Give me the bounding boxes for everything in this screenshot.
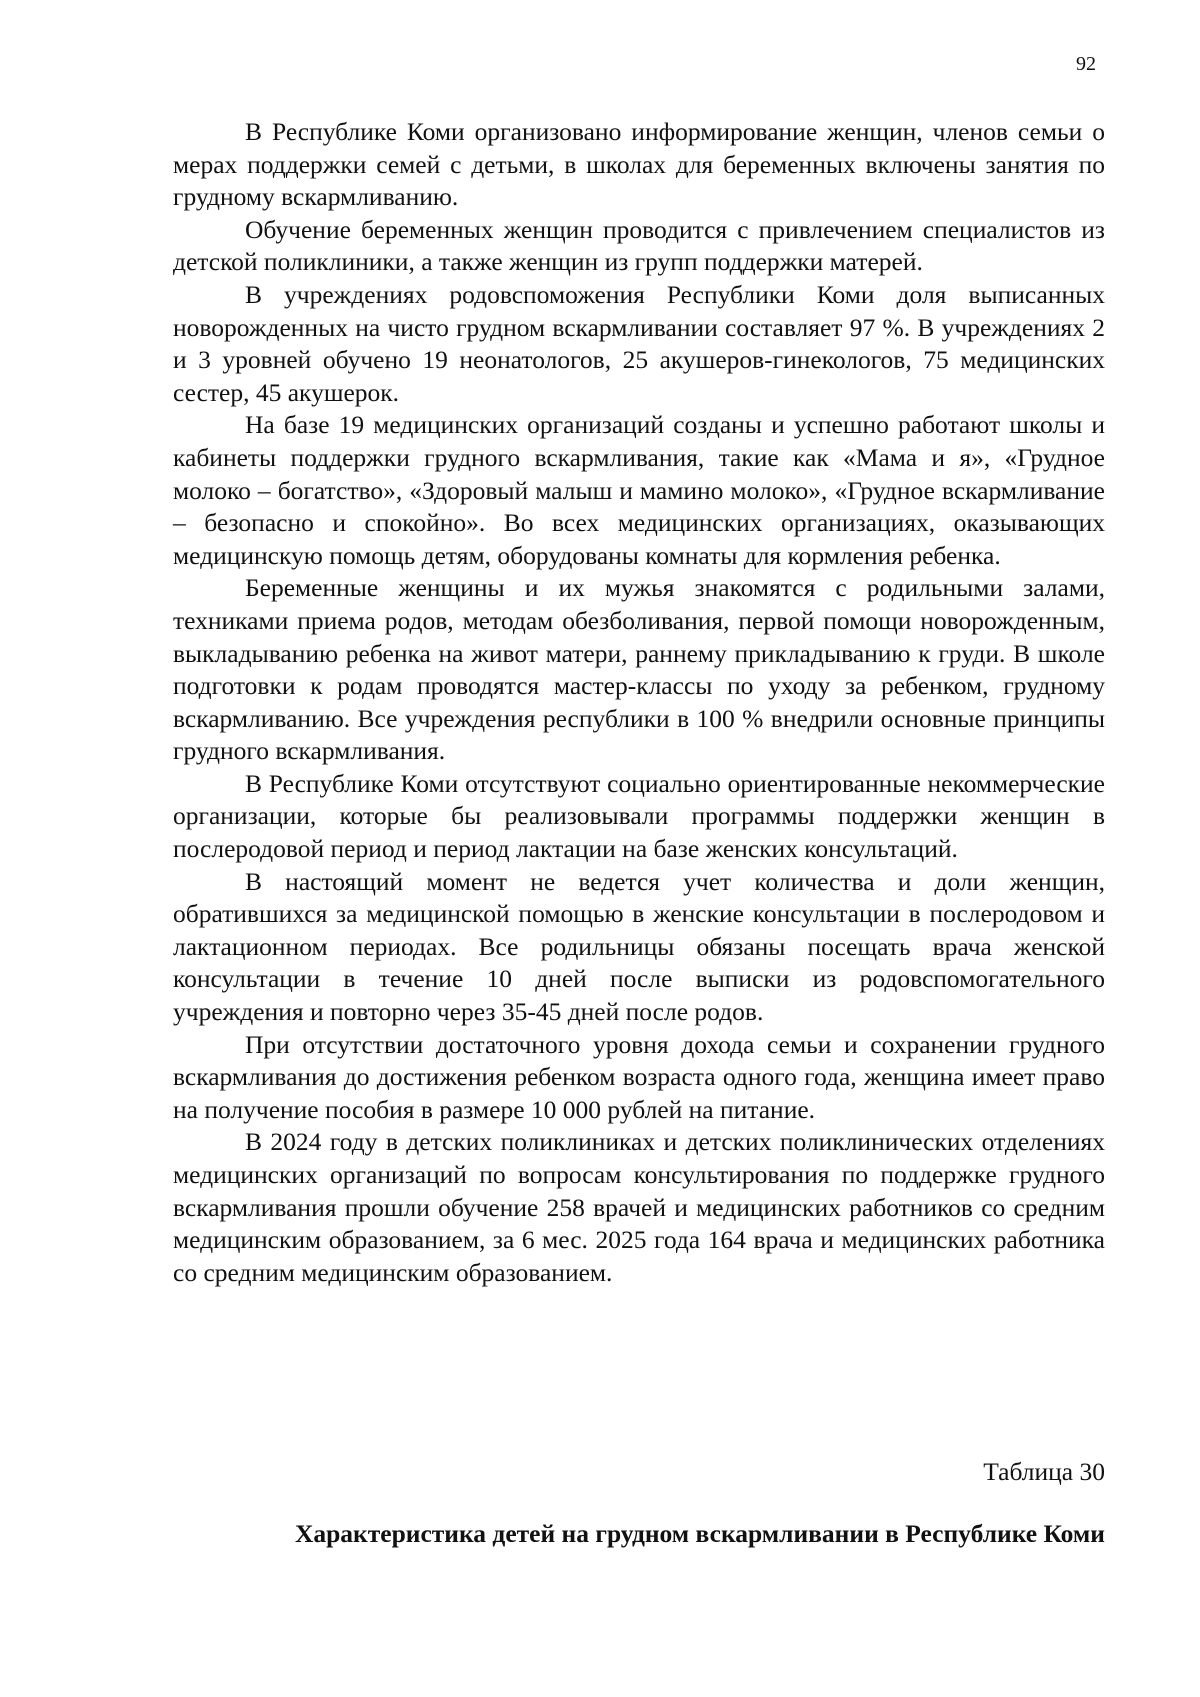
paragraph-nonprofit-organizations: В Республике Коми отсутствуют социально ориентированные некоммерческие организации, которые бы реализовывали программы поддержки женщин в послеродовой период и период лактации на базе женских консультаций. (173, 768, 1105, 864)
paragraph-maternity-institutions: В учреждениях родовспоможения Республики Коми доля выписанных новорожденных на чисто грудном вскармливании составляет 97 %. В учреждениях 2 и 3 уровней обучено 19 неонатологов, 25 акушеров-гинекологов, 75 медицинских сестер, 45 акушерок. (173, 279, 1105, 407)
paragraph-prenatal-classes: Беременные женщины и их мужья знакомятся с родильными залами, техниками приема родов, методам обезболивания, первой помощи новорожденным, выкладыванию ребенка на живот матери, раннему прикладыванию к груди. В школе подготовки к родам проводятся мастер-классы по уходу за ребенком, грудному вскармливанию. Все учреждения республики в 100 % внедрили основные принципы грудного вскармливания. (173, 573, 1105, 766)
paragraph-training-pregnant: Обучение беременных женщин проводится с привлечением специалистов из детской поликлиники, а также женщин из групп поддержки матерей. (173, 214, 1105, 277)
table-title: Характеристика детей на грудном вскармливании в Республике Коми (294, 1519, 1105, 1548)
paragraph-breastfeeding-schools: На базе 19 медицинских организаций созданы и успешно работают школы и кабинеты поддержки грудного вскармливания, такие как «Мама и я», «Грудное молоко – богатство», «Здоровый малыш и мамино молоко», «Грудное вскармливание – безопасно и спокойно». Во всех медицинских организациях, оказывающих медицинскую помощь детям, оборудованы комнаты для кормления ребенка. (173, 410, 1105, 570)
paragraph-postpartum-accounting: В настоящий момент не ведется учет количества и доли женщин, обратившихся за медицинской помощью в женские консультации в послеродовом и лактационном периодах. Все родильницы обязаны посещать врача женской консультации в течение 10 дней после выписки из родовспомогательного учреждения и повторно через 35-45 дней после родов. (173, 866, 1105, 1027)
page-number: 92 (1076, 53, 1096, 75)
table-caption: Таблица 30 (983, 1457, 1105, 1486)
paragraph-staff-training: В 2024 году в детских поликлиниках и детских поликлинических отделениях медицинских организаций по вопросам консультирования по поддержке грудного вскармливания прошли обучение 258 врачей и медицинских работников со средним медицинским образованием, за 6 мес. 2025 года 164 врача и медицинских работника со средним медицинским образованием. (173, 1127, 1105, 1287)
document-body (173, 116, 1105, 1289)
paragraph-nutrition-allowance: При отсутствии достаточного уровня дохода семьи и сохранении грудного вскармливания до достижения ребенком возраста одного года, женщина имеет право на получение пособия в размере 10 000 рублей на питание. (173, 1029, 1105, 1124)
paragraph-informing-women: В Республике Коми организовано информирование женщин, членов семьи о мерах поддержки семей с детьми, в школах для беременных включены занятия по грудному вскармливанию. (173, 117, 1105, 212)
